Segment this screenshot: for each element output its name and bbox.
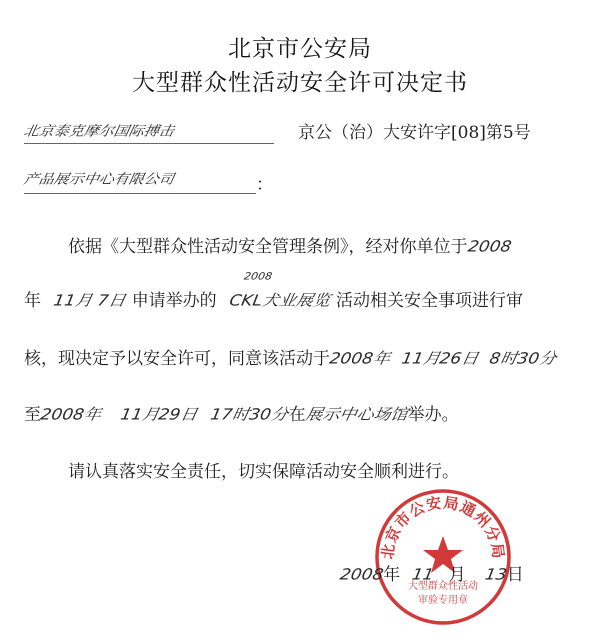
para4-at: 在 xyxy=(288,405,306,425)
date-day-unit: 日 xyxy=(506,565,524,585)
paragraph-1 xyxy=(68,232,511,257)
recipient-handwritten-2: 产品展示中心有限公司 xyxy=(22,170,176,188)
issuer-title: 北京市公安局 xyxy=(228,36,372,62)
para2-day: 7日 xyxy=(96,291,128,310)
document-title: 大型群众性活动安全许可决定书 xyxy=(132,70,468,96)
para4-to: 至 xyxy=(24,405,41,425)
signature-date xyxy=(340,560,524,585)
paragraph-5: 请认真落实安全责任，切实保障活动安全顺利进行。 xyxy=(68,462,459,482)
paragraph-2 xyxy=(24,270,523,311)
para2-text-b: 申请举办的 xyxy=(131,291,217,311)
para2-year-unit: 年 xyxy=(24,291,41,311)
document-number-text: 京公（治）大安许字[08]第5号 xyxy=(298,123,531,143)
event-name: CKL犬业展览 xyxy=(228,291,332,310)
date-month-unit: 月 xyxy=(448,565,466,585)
para3-month: 11月 xyxy=(399,349,442,368)
event-year: 2008 xyxy=(243,270,274,283)
paragraph-3 xyxy=(24,344,557,369)
paragraph-4 xyxy=(24,400,459,425)
para4-end: 举办。 xyxy=(407,405,459,425)
para4-year: 2008年 xyxy=(39,405,103,424)
official-seal xyxy=(372,486,514,628)
recipient-line-2 xyxy=(24,168,174,189)
para3-year: 2008年 xyxy=(328,349,392,368)
seal-outer-text: 北京市公安局通州分局 xyxy=(378,493,508,561)
recipient-line-1 xyxy=(24,120,174,141)
para1-year: 2008 xyxy=(465,238,513,256)
seal-inner-text-1: 大型群众性活动 xyxy=(408,581,478,592)
event-name-wrap xyxy=(228,270,332,311)
para4-month: 11月 xyxy=(118,405,161,424)
document-number xyxy=(298,118,531,143)
date-year: 2008 xyxy=(338,566,385,584)
recipient-colon: ： xyxy=(256,175,273,195)
date-day: 13 xyxy=(483,566,509,584)
para4-place: 展示中心场馆 xyxy=(303,405,409,424)
para1-text: 依据《大型群众性活动安全管理条例》，经对你单位于 xyxy=(68,237,468,257)
para3-day: 26日 xyxy=(438,349,481,368)
underline-1 xyxy=(24,143,274,144)
para3-text: 核，现决定予以安全许可，同意该活动于 xyxy=(24,349,330,369)
para2-month: 11月 xyxy=(52,291,95,310)
seal-inner-text-2: 审验专用章 xyxy=(418,595,468,606)
date-month: 11 xyxy=(410,566,435,584)
recipient-handwritten-1: 北京泰克摩尔国际搏击 xyxy=(22,122,176,140)
para4-time: 17时30分 xyxy=(209,405,290,424)
para4-day: 29日 xyxy=(157,405,200,424)
para2-text-c: 活动相关安全事项进行审 xyxy=(336,291,523,311)
date-year-unit: 年 xyxy=(383,565,401,585)
underline-2 xyxy=(24,193,256,194)
para3-time: 8时30分 xyxy=(488,349,559,368)
